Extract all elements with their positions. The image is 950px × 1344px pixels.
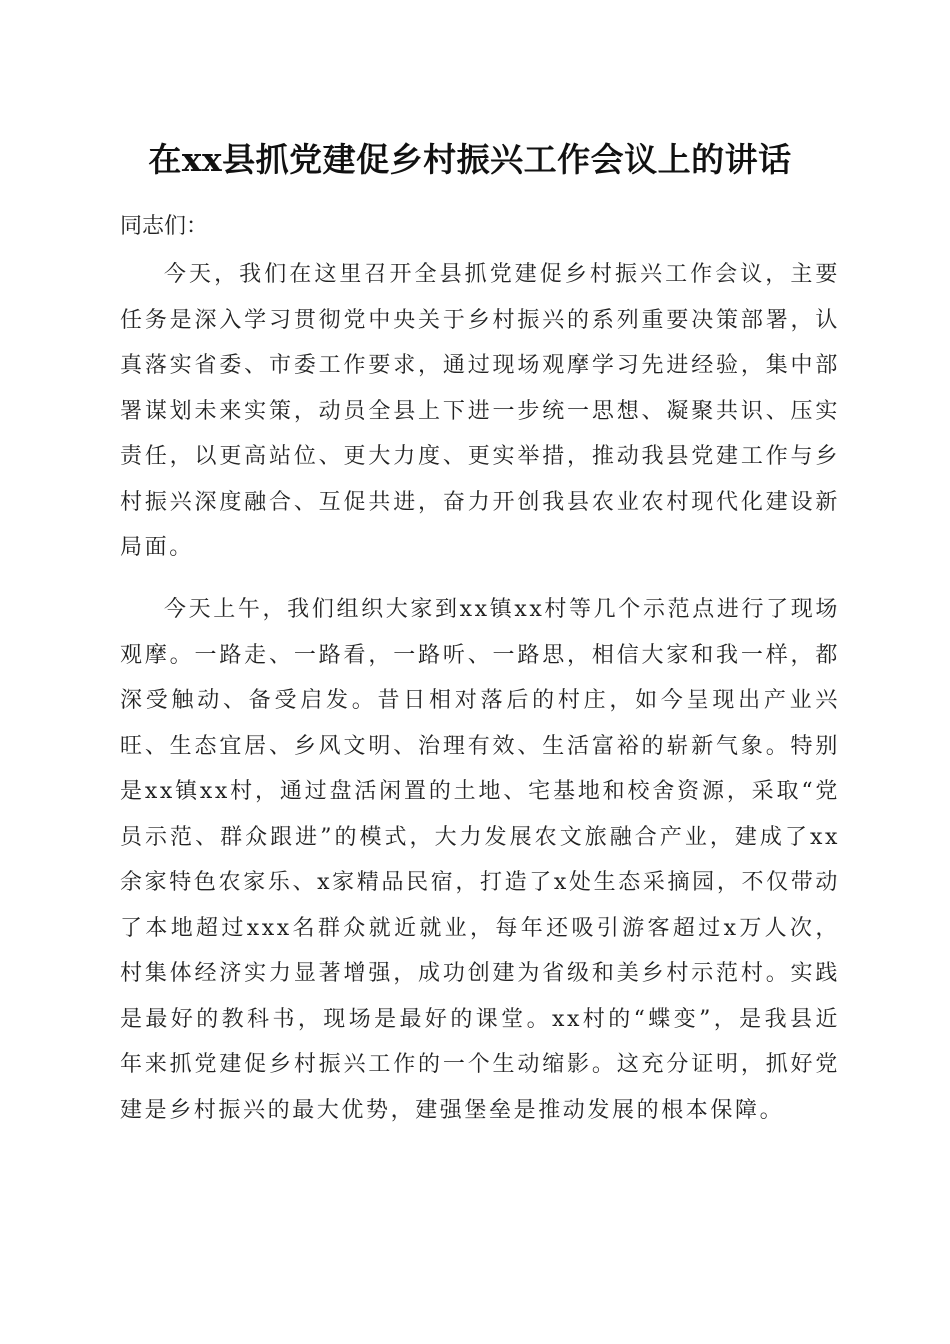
paragraph-2: 今天上午，我们组织大家到xx镇xx村等几个示范点进行了现场观摩。一路走、一路看，一路听、一路思，相信大家和我一样，都深受触动、备受启发。昔日相对落后的村庄，如今呈现出产业兴旺、生态宜居、乡风文明、治理有效、生活富裕的崭新气象。特别是xx镇xx村，通过盘活闲置的土地、宅基地和校舍资源，采取“党员示范、群众跟进”的模式，大力发展农文旅融合产业，建成了xx余家特色农家乐、x家精品民宿，打造了x处生态采摘园，不仅带动了本地超过xxx名群众就近就业，每年还吸引游客超过x万人次，村集体经济实力显著增强，成功创建为省级和美乡村示范村。实践是最好的教科书，现场是最好的课堂。xx村的“蝶变”，是我县近年来抓党建促乡村振兴工作的一个生动缩影。这充分证明，抓好党建是乡村振兴的最大优势，建强堡垒是推动发展的根本保障。 [120,597,840,1123]
document-title: 在xx县抓党建促乡村振兴工作会议上的讲话 [148,140,792,179]
greeting: 同志们： [120,214,209,239]
paragraph-1: 今天，我们在这里召开全县抓党建促乡村振兴工作会议，主要任务是深入学习贯彻党中央关于乡村振兴的系列重要决策部署，认真落实省委、市委工作要求，通过现场观摩学习先进经验，集中部署谋划未来实策，动员全县上下进一步统一思想、凝聚共识、压实责任，以更高站位、更大力度、更实举措，推动我县党建工作与乡村振兴深度融合、互促共进，奋力开创我县农业农村现代化建设新局面。 [120,262,840,560]
